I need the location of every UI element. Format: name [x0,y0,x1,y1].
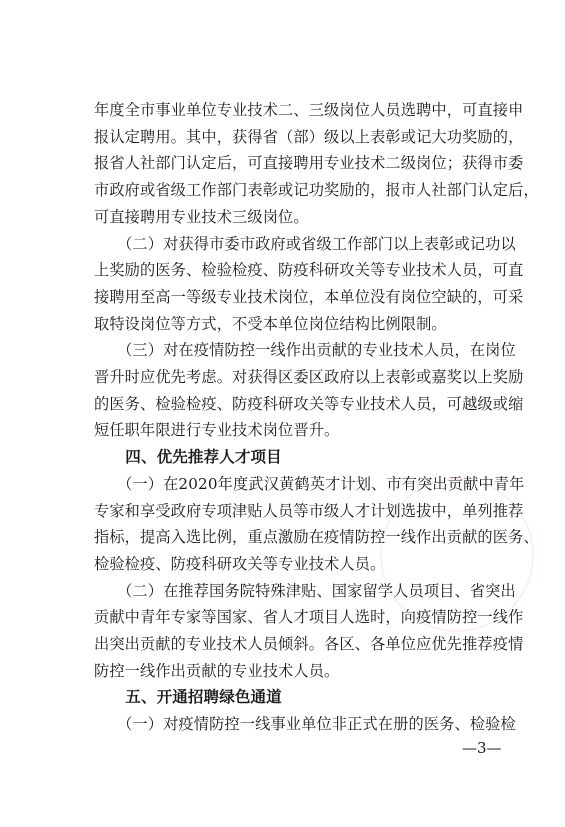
body-line: 报省人社部门认定后，可直接聘用专业技术二级岗位；获得市委 [94,154,524,172]
body-line: 晋升时应优先考虑。对获得区委区政府以上表彰或嘉奖以上奖励 [94,368,524,386]
section-heading-five: 五、开通招聘绿色通道 [94,688,282,706]
body-line: 取特设岗位等方式，不受本单位岗位结构比例限制。 [94,315,447,333]
body-line: 报认定聘用。其中，获得省（部）级以上表彰或记大功奖励的， [94,128,524,146]
paragraph-three-line: （三）对在疫情防控一线作出贡献的专业技术人员，在岗位 [94,341,516,359]
body-line: 出突出贡献的专业技术人员倾斜。各区、各单位应优先推荐疫情 [94,635,524,653]
page-number: —3— [462,739,502,757]
paragraph-line: （二）在推荐国务院特殊津贴、国家留学人员项目、省突出 [94,582,516,600]
body-line: 可直接聘用专业技术三级岗位。 [94,208,309,226]
body-line: 的医务、检验检疫、防疫科研攻关等专业技术人员，可越级或缩 [94,395,524,413]
body-line: 接聘用至高一等级专业技术岗位，本单位没有岗位空缺的，可采 [94,288,524,306]
body-line: 指标，提高入选比例，重点激励在疫情防控一线作出贡献的医务、 [94,528,539,546]
section-heading-four: 四、优先推荐人才项目 [94,448,282,466]
body-line: 短任职年限进行专业技术岗位晋升。 [94,421,340,439]
body-line: 上奖励的医务、检验检疫、防疫科研攻关等专业技术人员，可直 [94,261,524,279]
paragraph-two-line: （二）对获得市委市政府或省级工作部门以上表彰或记功以 [94,235,516,253]
body-line: 贡献中青年专家等国家、省人才项目人选时，向疫情防控一线作 [94,608,524,626]
paragraph-line: （一）对疫情防控一线事业单位非正式在册的医务、检验检 [94,715,516,733]
body-line: 防控一线作出贡献的专业技术人员。 [94,662,340,680]
body-line: 检验检疫、防疫科研攻关等专业技术人员。 [94,555,386,573]
body-line: 年度全市事业单位专业技术二、三级岗位人员选聘中，可直接申 [94,101,524,119]
body-line: 市政府或省级工作部门表彰或记功奖励的，报市人社部门认定后， [94,181,539,199]
paragraph-line: （一）在2020年度武汉黄鹤英才计划、市有突出贡献中青年 [94,475,525,493]
body-line: 专家和享受政府专项津贴人员等市级人才计划选拔中，单列推荐 [94,502,524,520]
